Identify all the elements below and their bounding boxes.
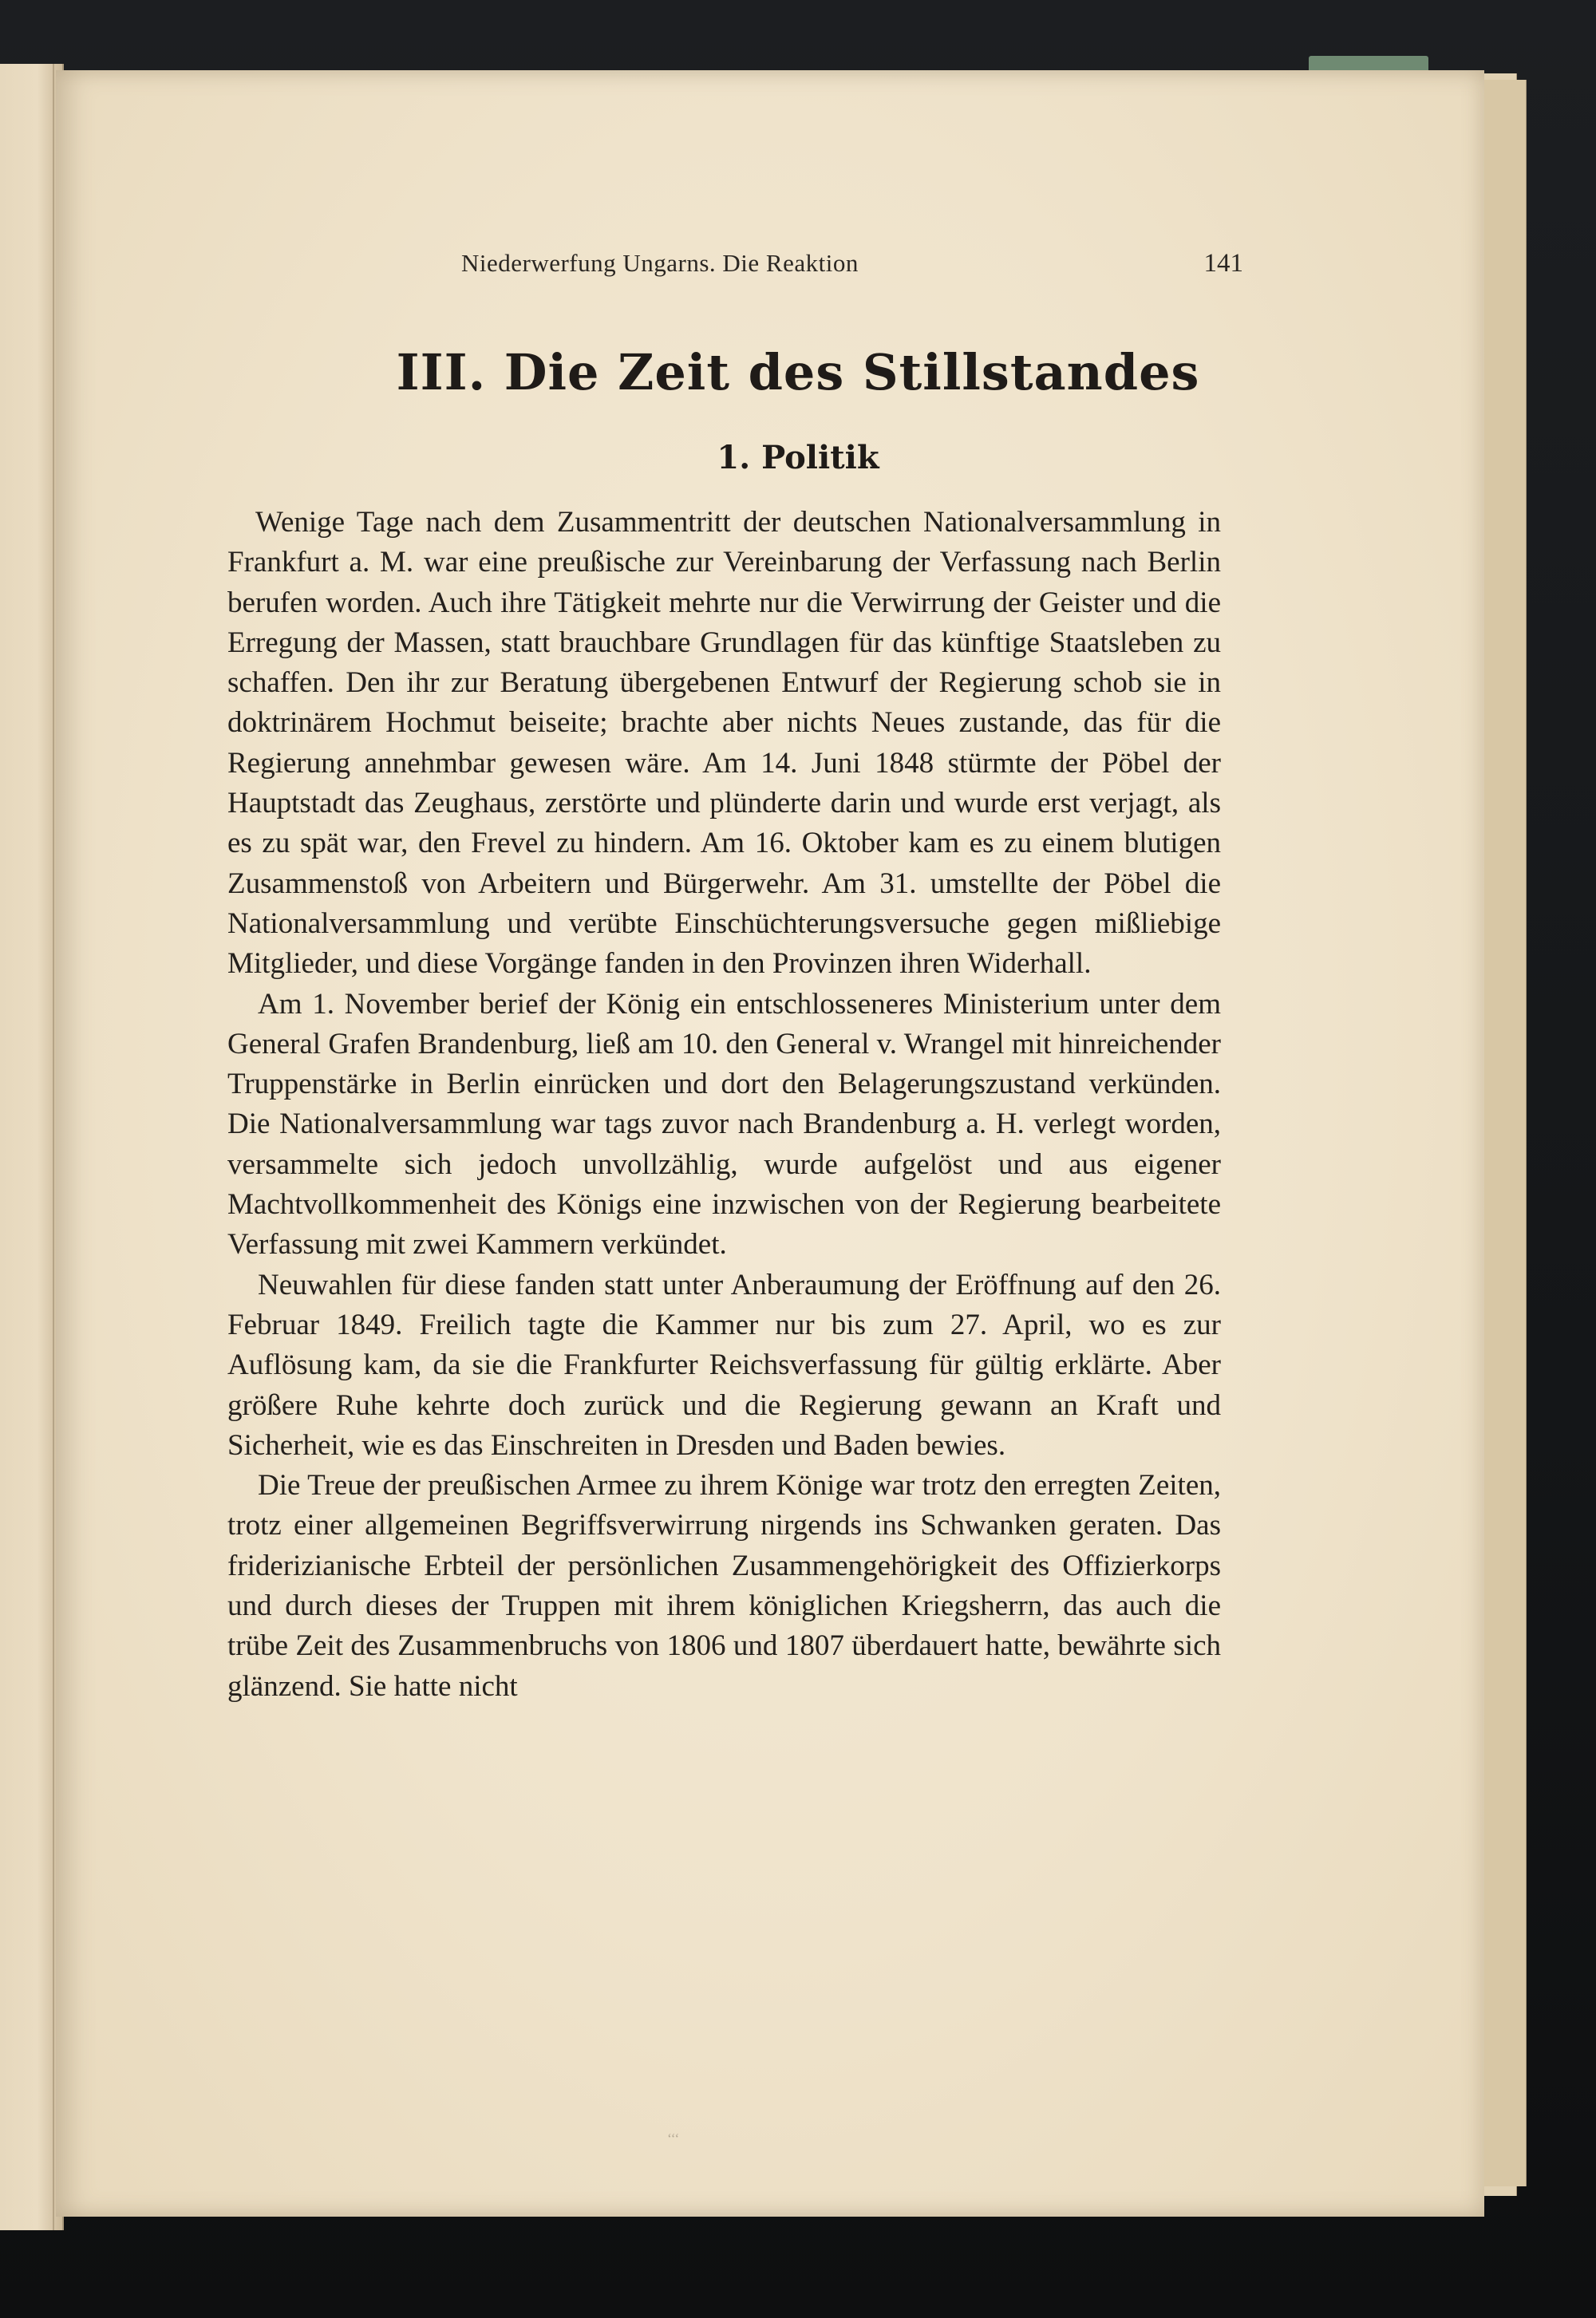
section-title: 1. Politik <box>717 439 879 476</box>
paragraph: Am 1. November berief der König ein entschlosseneres Ministerium unter dem General Grafen Brandenburg, ließ am 10. den General v. Wrangel mit hinreichender Truppenstärke in Berlin einrücken und dort den Belagerungszustand verkünden. Die Nationalversammlung war tags zuvor nach Brandenburg a. H. verlegt worden, versammelte sich jedoch unvollzählig, wurde aufgelöst und aus eigener Machtvollkommenheit des Königs eine inzwischen von der Regierung bearbeitete Verfassung mit zwei Kammern verkündet. <box>227 987 1221 1262</box>
chapter-title: III. Die Zeit des Stillstandes <box>396 343 1200 401</box>
running-head: Niederwerfung Ungarns. Die Reaktion <box>461 249 859 277</box>
paragraph: Die Treue der preußischen Armee zu ihrem Könige war trotz den erregten Zeiten, trotz einer allgemeinen Begriffsverwirrung nirgends ins Schwanken geraten. Das friderizianische Erbteil der persönlichen Zusammengehörigkeit des Offizierkorps und durch dieses der Truppen mit ihrem königlichen Kriegsherrn, das auch die trübe Zeit des Zusammenbruchs von 1806 und 1807 überdauert hatte, bewährte sich glänzend. Sie hatte nicht <box>227 1469 1221 1703</box>
page-number: 141 <box>1203 249 1243 278</box>
bottom-mark: ‘‘‘ <box>667 2130 680 2146</box>
body-text <box>227 503 1221 1707</box>
paragraph: Neuwahlen für diese fanden statt unter Anberaumung der Eröffnung auf den 26. Februar 1849. Freilich tagte die Kammer nur bis zum 27. April, wo es zur Auflösung kam, da sie die Frankfurter Reichsverfassung für gültig erklärte. Aber größere Ruhe kehrte doch zurück und die Regierung gewann an Kraft und Sicherheit, wie es das Einschreiten in Dresden und Baden bewies. <box>227 1268 1221 1462</box>
page-header <box>461 249 1243 281</box>
paragraph: Wenige Tage nach dem Zusammentritt der deutschen Nationalversammlung in Frankfurt a. M. war eine preußische zur Vereinbarung der Verfassung nach Berlin berufen worden. Auch ihre Tätigkeit mehrte nur die Verwirrung der Geister und die Erregung der Massen, statt brauchbare Grundlagen für das künftige Staatsleben zu schaffen. Den ihr zur Beratung übergebenen Entwurf der Regierung schob sie in doktrinärem Hochmut beiseite; brachte aber nichts Neues zustande, das für die Regierung annehmbar gewesen wäre. Am 14. Juni 1848 stürmte der Pöbel der Hauptstadt das Zeughaus, zerstörte und plünderte darin und wurde erst verjagt, als es zu spät war, den Frevel zu hindern. Am 16. Oktober kam es zu einem blutigen Zusammenstoß von Arbeitern und Bürgerwehr. Am 31. umstellte der Pöbel die Nationalversammlung und verübte Einschüchterungsversuche gegen mißliebige Mitglieder, und diese Vorgänge fanden in den Provinzen ihren Widerhall. <box>227 506 1221 981</box>
